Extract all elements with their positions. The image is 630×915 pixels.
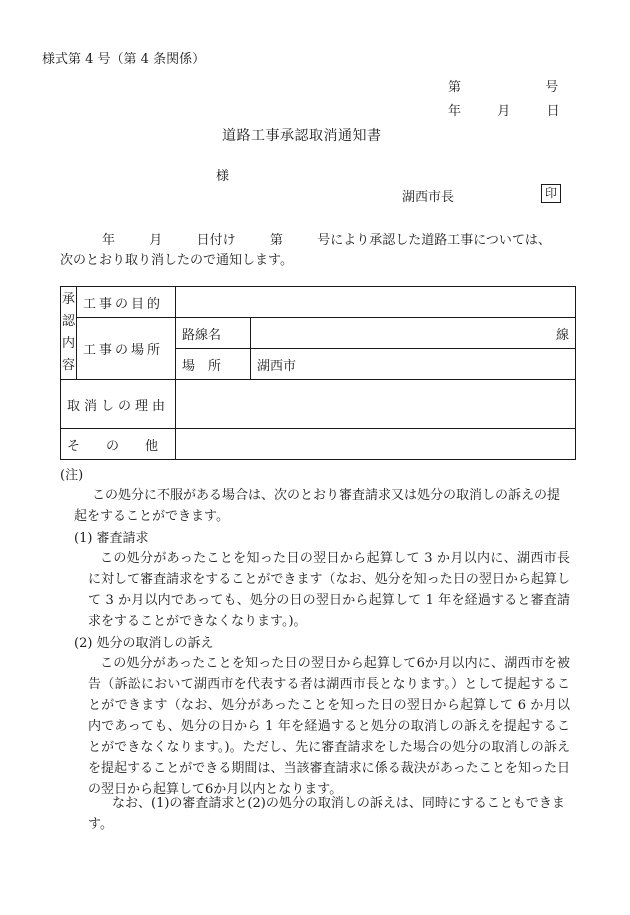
- addressee-suffix: 様: [216, 169, 230, 184]
- group-char: 容: [61, 358, 75, 374]
- number-prefix: 第: [448, 80, 462, 95]
- date-day: 日: [546, 104, 560, 119]
- purpose-field[interactable]: [176, 287, 576, 318]
- place-field[interactable]: [251, 349, 576, 380]
- date-month: 月: [497, 104, 511, 119]
- intro-day: 日付け: [196, 233, 236, 248]
- intro-line-1: [102, 229, 551, 248]
- purpose-label: 工事の目的: [76, 287, 175, 318]
- group-char: 認: [61, 313, 75, 329]
- route-suffix: 線: [555, 327, 569, 343]
- item2-body: この処分があったことを知った日の翌日から起算して6か月以内に、湖西市を被告（訴訟において湖西市を代表する者は湖西市長となります。）として提起することができます（なお、処分があったことを知った日の翌日から起算して 6 か月以内であっても、処分の日から 1 年を経過すると処分の取消しの訴えを提起することができなくなります。)。ただし、先に審査請求をした場合の処分の取消しの訴えを提起することができる期間は、当該審査請求に係る裁決があったことを知った日の翌日から起算して6か月以内となります。: [88, 656, 570, 797]
- place-label: 場 所: [176, 349, 251, 380]
- reason-field[interactable]: [176, 380, 576, 429]
- reason-label: 取消しの理由: [61, 380, 176, 429]
- notes-heading: (注): [60, 468, 84, 483]
- intro-line-2: 次のとおり取り消したので通知します。: [60, 253, 293, 268]
- intro-rest: 号により承認した道路工事については、: [317, 233, 551, 248]
- intro-year: 年: [102, 233, 116, 248]
- approval-content-label: [61, 287, 77, 380]
- number-suffix: 号: [545, 80, 559, 95]
- item2-title: (2) 処分の取消しの訴え: [74, 636, 214, 651]
- approval-table: [60, 286, 576, 460]
- item1-body: この処分があったことを知った日の翌日から起算して 3 か月以内に、湖西市長に対して審査請求をすることができます（なお、処分を知った日の翌日から起算して 3 か月以内であっても、処分の日の翌日から起算して 1 年を経過すると審査請求をすることができなくなります。)。: [88, 551, 570, 629]
- location-label: 工事の場所: [76, 318, 175, 380]
- route-field[interactable]: [251, 318, 576, 349]
- document-number-line: [448, 76, 558, 95]
- notes-intro: この処分に不服がある場合は、次のとおり審査請求又は処分の取消しの訴えの提起をすることができます。: [74, 488, 561, 524]
- document-title: 道路工事承認取消通知書: [222, 128, 382, 144]
- other-label: そ の 他: [61, 429, 176, 460]
- notes-closing: なお、(1)の審査請求と(2)の処分の取消しの訴えは、同時にすることもできます。: [88, 796, 565, 832]
- date-year: 年: [448, 104, 462, 119]
- intro-dai: 第: [269, 233, 283, 248]
- form-number: 様式第 4 号（第 4 条関係）: [42, 52, 206, 67]
- place-value: 湖西市: [257, 358, 297, 374]
- issuer-name: 湖西市長: [402, 190, 455, 205]
- item1-title: (1) 審査請求: [74, 531, 149, 546]
- intro-month: 月: [149, 233, 163, 248]
- date-line: [448, 100, 560, 119]
- seal-mark: 印: [541, 184, 561, 203]
- group-char: 承: [61, 291, 75, 307]
- group-char: 内: [61, 336, 75, 351]
- route-label: 路線名: [176, 318, 251, 349]
- other-field[interactable]: [176, 429, 576, 460]
